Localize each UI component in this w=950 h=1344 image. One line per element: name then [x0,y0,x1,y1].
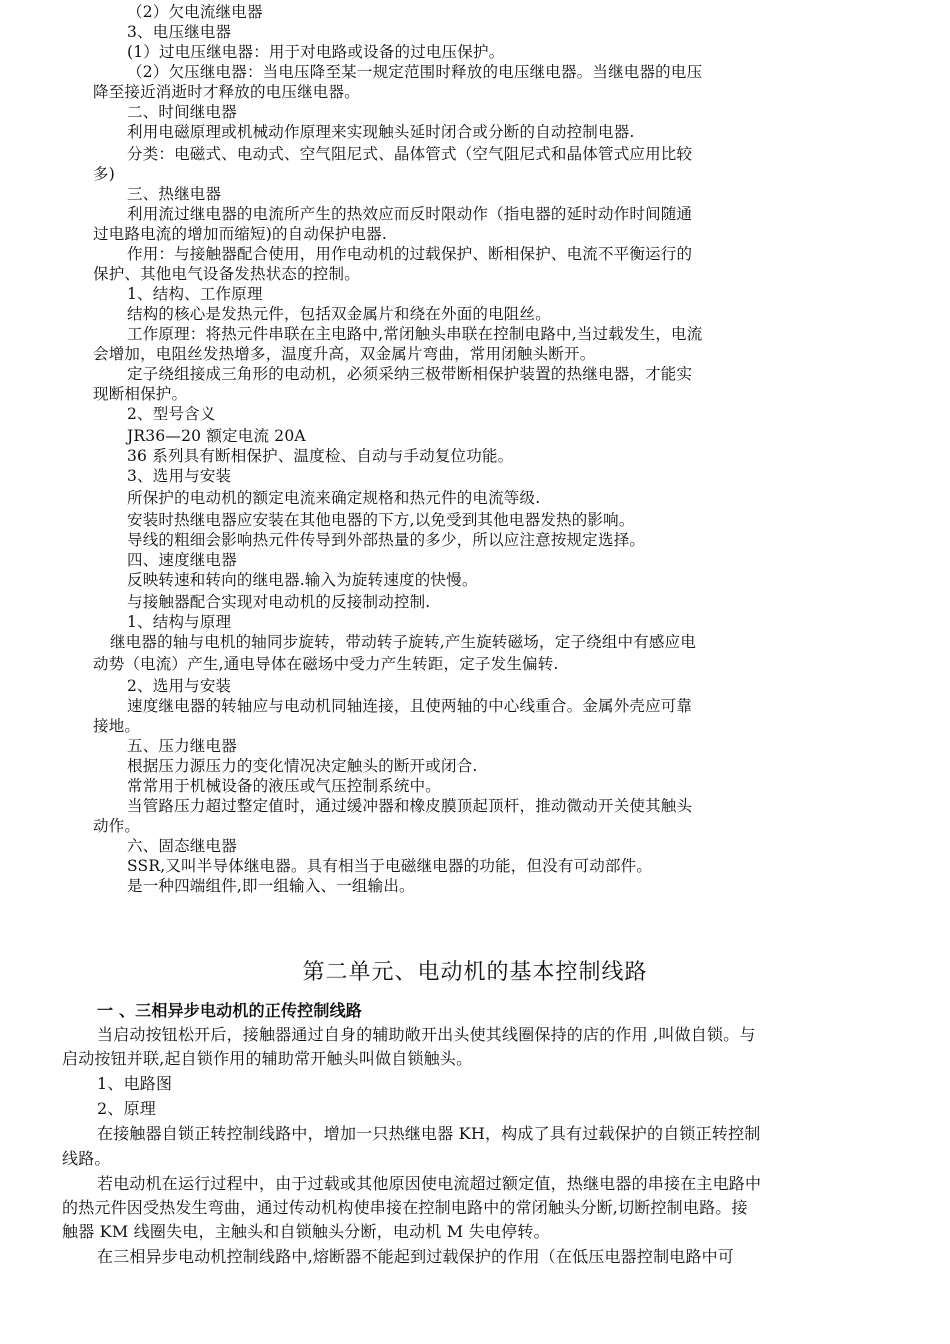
paragraph-line: 所保护的电动机的额定电流来确定规格和热元件的电流等级. [127,489,541,507]
paragraph-line: 会增加，电阻丝发热增多，温度升高，双金属片弯曲，常用闭触头断开。 [93,345,596,363]
paragraph-line: 反映转速和转向的继电器.输入为旋转速度的快慢。 [127,571,478,589]
paragraph-line: 动势（电流）产生,通电导体在磁场中受力产生转距，定子发生偏转. [93,655,559,673]
paragraph-line: 在三相异步电动机控制线路中,熔断器不能起到过载保护的作用（在低压电器控制电路中可 [97,1247,735,1266]
heading-voltage-relay: 3、电压继电器 [127,23,232,41]
paragraph-line: 与接触器配合实现对电动机的反接制动控制. [127,593,431,611]
paragraph-line: 在接触器自锁正转控制线路中，增加一只热继电器 KH，构成了具有过载保护的自锁正转控制 [97,1124,761,1143]
heading-time-relay: 二、时间继电器 [127,103,237,121]
subheading: 1、电路图 [97,1074,173,1093]
unit-title: 第二单元、电动机的基本控制线路 [302,960,648,985]
paragraph-line: 若电动机在运行过程中，由于过载或其他原因使电流超过额定值，热继电器的串接在主电路中 [97,1174,762,1193]
subheading: 2、原理 [97,1099,156,1118]
subheading: 2、选用与安装 [127,677,232,695]
subheading: 1、结构、工作原理 [127,285,263,303]
subheading: 1、结构与原理 [127,613,232,631]
heading-pressure-relay: 五、压力继电器 [127,737,237,755]
paragraph-line: 线路。 [62,1149,111,1168]
paragraph-line: 继电器的轴与电机的轴同步旋转，带动转子旋转,产生旋转磁场，定子绕组中有感应电 [110,633,697,651]
heading-solid-state-relay: 六、固态继电器 [127,837,237,855]
paragraph-line: 降至接近消逝时才释放的电压继电器。 [93,83,360,101]
paragraph-line: （2）欠压继电器：当电压降至某一规定范围时释放的电压继电器。当继电器的电压 [127,63,703,81]
paragraph-line: 触器 KM 线圈失电，主触头和自锁触头分断，电动机 M 失电停转。 [62,1222,550,1241]
paragraph-line: 保护、其他电气设备发热状态的控制。 [93,265,360,283]
paragraph-line: 速度继电器的转轴应与电动机同轴连接，且使两轴的中心线重合。金属外壳应可靠 [127,697,693,715]
paragraph-line: 当启动按钮松开后，接触器通过自身的辅助敞开出头使其线圈保持的店的作用 ,叫做自锁。与 [97,1025,756,1044]
paragraph-line: 利用流过继电器的电流所产生的热效应而反时限动作（指电器的延时动作时间随通 [127,205,693,223]
paragraph-line: 过电路电流的增加而缩短)的自动保护电器. [93,225,387,243]
paragraph-line: 多) [93,165,115,183]
paragraph-line: 的热元件因受热发生弯曲，通过传动机构使串接在控制电路中的常闭触头分断,切断控制电路。接 [62,1198,748,1217]
paragraph-line: 分类：电磁式、电动式、空气阻尼式、晶体管式（空气阻尼式和晶体管式应用比较 [127,145,693,163]
paragraph-line: 是一种四端组件,即一组输入、一组输出。 [127,877,415,895]
subheading: 2、型号含义 [127,405,216,423]
section-heading: 一 、三相异步电动机的正传控制线路 [97,1001,362,1020]
paragraph-line: 动作。 [93,817,141,835]
paragraph-line: 接地。 [93,717,141,735]
paragraph-line: SSR,又叫半导体继电器。具有相当于电磁继电器的功能，但没有可动部件。 [127,857,653,875]
paragraph-line: 作用：与接触器配合使用，用作电动机的过载保护、断相保护、电流不平衡运行的 [127,245,693,263]
heading-thermal-relay: 三、热继电器 [127,185,222,203]
paragraph-line: 工作原理：将热元件串联在主电路中,常闭触头串联在控制电路中,当过载发生，电流 [127,325,703,343]
heading-undercurrent-relay: （2）欠电流继电器 [127,3,263,21]
paragraph-line: 安装时热继电器应安装在其他电器的下方,以免受到其他电器发热的影响。 [127,511,635,529]
paragraph-line: 结构的核心是发热元件，包括双金属片和绕在外面的电阻丝。 [127,305,551,323]
paragraph-line: 36 系列具有断相保护、温度检、自动与手动复位功能。 [127,447,514,465]
paragraph-line: 定子绕组接成三角形的电动机，必须采纳三极带断相保护装置的热继电器，才能实 [127,365,693,383]
subheading: 3、选用与安装 [127,467,232,485]
paragraph-line: 现断相保护。 [93,385,188,403]
paragraph-line: 根据压力源压力的变化情况决定触头的断开或闭合. [127,757,478,775]
paragraph-line: 利用电磁原理或机械动作原理来实现触头延时闭合或分断的自动控制电器. [127,123,635,141]
paragraph-line: 当管路压力超过整定值时，通过缓冲器和橡皮膜顶起顶杆，推动微动开关使其触头 [127,797,693,815]
heading-speed-relay: 四、速度继电器 [127,551,237,569]
paragraph-line: 常常用于机械设备的液压或气压控制系统中。 [127,777,442,795]
paragraph-line: 启动按钮并联,起自锁作用的辅助常开触头叫做自锁触头。 [62,1049,473,1068]
paragraph-line: (1）过电压继电器：用于对电路或设备的过电压保护。 [127,43,505,61]
paragraph-line: 导线的粗细会影响热元件传导到外部热量的多少，所以应注意按规定选择。 [127,531,646,549]
model-number-line: JR36—20 额定电流 20A [127,427,306,445]
